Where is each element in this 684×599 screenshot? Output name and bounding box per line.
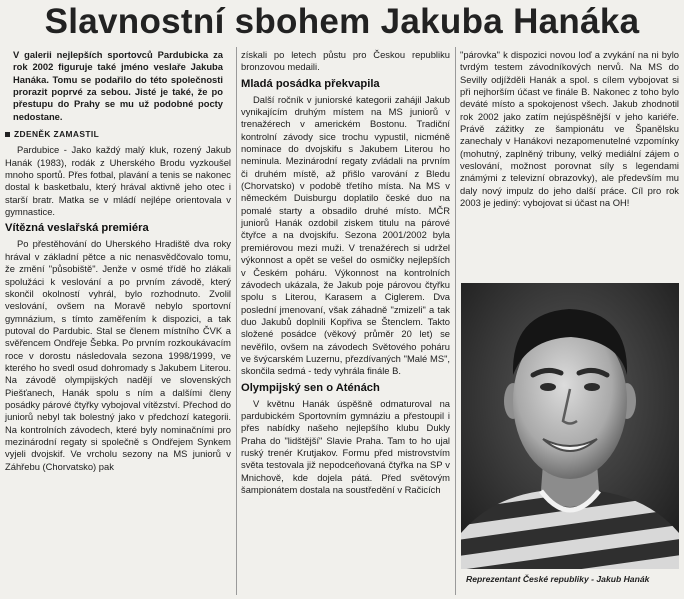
column-2 bbox=[241, 49, 450, 496]
byline-author: ZDENĚK ZAMASTIL bbox=[14, 129, 100, 140]
body-paragraph: Pardubice - Jako každý malý kluk, rozený Jakub Hanák (1983), rodák z Uherského Brodu vyzkoušel mnoho sportů. Přes fotbal, plavání a tenis se nakonec dostal k basketbalu, který hrával aktivně jeho otec i starší bratr. Matka se v mládí nejlépe orientovala v gymnastice. bbox=[5, 144, 231, 218]
headline: Slavnostní sbohem Jakuba Hanáka bbox=[44, 2, 640, 41]
body-paragraph: Po přestěhování do Uherského Hradiště dva roky hrával v základní pětce a nic nenasvědčovalo tomu, že změní "působiště". Jenže v osmé třídě ho zlákali spolužáci k veslování a po prvním závodě, který skončil okolností vyhrál, bylo rozhodnuto. Zvolil veslování, ovšem na Moravě nebylo sportovní gymnázium, s tímto zaměřením k dispozici, a tak putoval do Pardubic. Stal se členem místního ČVK a svěřencem Ondřeje Šebka. Po prvním rozkoukávacím roce v dorostu následovala sezona 1998/1999, ve kterého ho svedl osud dohromady s Jakubem Literou. Na závodě olympijských nadějí ve slovenských Piešťanech, Hanák spolu s ním a dalšími členy posádky párové čtyřky vybojoval vítězství. Přechod do juniorů nebyl tak bolestný jako v předchozí kategorii. Na kontrolních závodech, které byly nominačními pro mezinárodní regaty si společně s Ondřejem Synkem vyjeli dvojskif. Ve vrcholu sezony na MS juniorů v Záhřebu (Chorvatsko) pak bbox=[5, 238, 231, 472]
photo-caption: Reprezentant České republiky - Jakub Hanák bbox=[466, 574, 650, 584]
section-heading: Vítězná veslařská premiéra bbox=[5, 222, 149, 235]
column-divider bbox=[455, 47, 456, 595]
section-heading: Mladá posádka překvapila bbox=[241, 77, 380, 90]
section-heading: Olympijský sen o Aténách bbox=[241, 381, 380, 394]
portrait-illustration bbox=[461, 283, 679, 569]
body-paragraph: získali po letech půstu pro Českou republiku bronzovou medaili. bbox=[241, 49, 450, 73]
lead-paragraph: V galerii nejlepších sportovců Pardubicka za rok 2002 figuruje také jméno veslaře Jakuba Hanáka. Tomu se podařilo do této společnosti prorazit poprvé za sebou. Jisté je také, že po přestupu do Prahy se mu už podobné pocty nedostane. bbox=[13, 49, 223, 122]
bullet-square-icon bbox=[5, 132, 10, 137]
portrait-photo bbox=[461, 283, 679, 569]
column-1 bbox=[5, 49, 231, 473]
byline bbox=[5, 128, 231, 140]
body-paragraph: Další ročník v juniorské kategorii zahájil Jakub vynikajícím druhým místem na MS juniorů v trenažérech v americkém Bostonu. Tradiční kontrolní závody sice trochu vypustil, nicméně nominace do dvojskifu s Jakubem Literou ho neminula. Mezinárodní regaty zvládali na prvním či druhém místě, až přišlo varování z Bledu (Chorvatsko) v podobě třetího místa. Na MS v německém Duisburgu doplatilo české duo na pomalé starty a obsadilo druhé místo. MČR juniorů Hanák ozdobil ziskem titulu na párové čtyřce a na dvojskifu. Sezona 2001/2002 byla premiérovou mezi muži. V trenažérech si udržel výkonnost a opět se vešel do osmičky nejlepších v Českém poháru. Výkonnost na kontrolních závodech ukázala, že Jakub poje párovou čtyřku spolu s Literou, Karasem a Ciglerem. Dva poslední jmenovaní, však záhadně "zmizeli" a tak duo Jakubů doplnili Kopřiva se Štenclem. Takto složené posádce (věkový průměr 20 let) se nevěřilo, ovšem na závodech Světového poháru ve švýcarském Luzernu, přezdívaných "Malé MS", skončila sedmá - tedy vyhrála finále B. bbox=[241, 93, 450, 377]
column-divider bbox=[236, 47, 237, 595]
body-paragraph: "párovka" k dispozici novou loď a zvykání na ni bylo tvrdým testem závodníkových nervů. Na MS do Sevilly odjížděli Hanák a spol. s cílem vybojovat si při nejhorším účast ve finále B. Nakonec z toho bylo deváté místo a spokojenost všech. Jakub zhodnotil rok 2002 jako zatím nejúspěšnější v jeho kariéře. Právě zážitky ze šampionátu ve Španělsku zanechaly v Hanákovi nezapomenutelné vzpomínky (mohutný, zaplněný tribuny, velký mediální zájem o veslování, možnost porovnat síly s legendami známými z televizní obrazovky), ale především mu daly nový impulz do jeho další práce. Cíl pro rok 2003 je jediný: vybojovat si účast na OH! bbox=[460, 49, 679, 209]
column-3 bbox=[460, 49, 679, 209]
body-paragraph: V květnu Hanák úspěšně odmaturoval na pardubickém Sportovním gymnáziu a přestoupil i přes nabídky našeho nejlepšího klubu Dukly Praha do "lidštější" Slavie Praha. Tam to ho ujal ruský trenér Krutjakov. Formu před mistrovstvím světa testovala již nepodceňovaná čtyřka na SP v Mnichově, kde dojela pátá. Před světovým šampionátem dostala na soustředění v Račicích bbox=[241, 397, 450, 495]
